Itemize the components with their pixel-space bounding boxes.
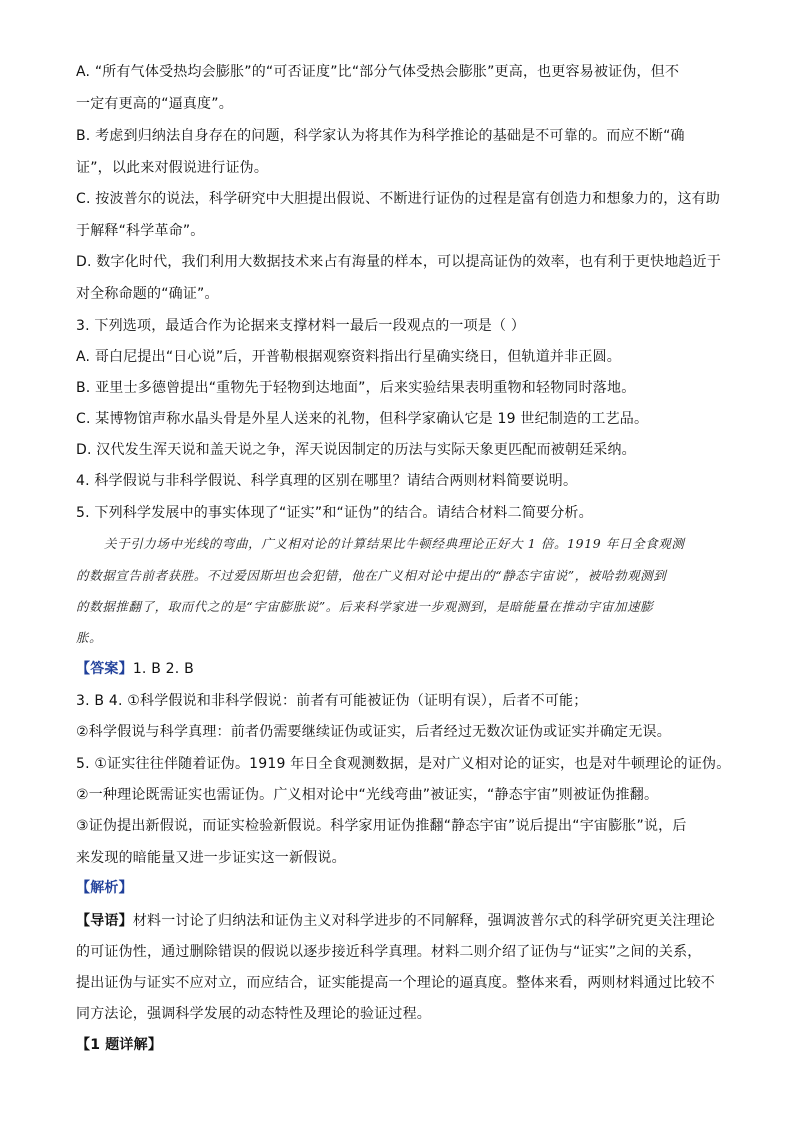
answer-row-6: ③证伪提出新假说，而证实检验新假说。科学家用证伪推翻“静态宇宙”说后提出“宇宙膨胀”说，后: [76, 818, 687, 834]
guide-label: 【导语】: [76, 913, 133, 929]
question-3-stem: 3. 下列选项，最适合作为论据来支撑材料一最后一段观点的一项是（ ）: [76, 318, 526, 334]
detail-label: 【1 题详解】: [76, 1037, 163, 1053]
answer-row-4: 5. ①证实往往伴随着证伪。1919 年日全食观测数据，是对广义相对论的证实，也是对牛顿理论的证伪。: [76, 756, 731, 772]
option-c-line-2: 于解释“科学革命”。: [76, 223, 205, 239]
quote-line-4: 胀。: [76, 630, 103, 645]
guide-text-1: 材料一讨论了归纳法和证伪主义对科学进步的不同解释，强调波普尔式的科学研究更关注理论: [132, 913, 716, 929]
answer-row-5: ②一种理论既需证实也需证伪。广义相对论中“光线弯曲”被证实，“静态宇宙”则被证伪推翻。: [76, 787, 659, 803]
option-a-line-1: A. “所有气体受热均会膨胀”的“可否证度”比“部分气体受热会膨胀”更高，也更容易被证伪，但不: [76, 64, 680, 80]
analysis-label: 【解析】: [76, 880, 133, 896]
answer-label: 【答案】: [76, 661, 133, 677]
option-d-line-1: D. 数字化时代，我们利用大数据技术来占有海量的样本，可以提高证伪的效率，也有利于更快地趋近于: [76, 254, 722, 270]
option-b-line-1: B. 考虑到归纳法自身存在的问题，科学家认为将其作为科学推论的基础是不可靠的。而应不断“确: [76, 128, 685, 144]
guide-row-1: [76, 911, 715, 931]
q3-option-b: B. 亚里士多德曾提出“重物先于轻物到达地面”，后来实验结果表明重物和轻物同时落地。: [76, 380, 636, 396]
q3-option-c: C. 某博物馆声称水晶头骨是外星人送来的礼物，但科学家确认它是 19 世纪制造的工艺品。: [76, 411, 649, 427]
guide-row-4: 同方法论，强调科学发展的动态特性及理论的验证过程。: [76, 1006, 431, 1022]
question-5-stem: 5. 下列科学发展中的事实体现了“证实”和“证伪”的结合。请结合材料二简要分析。: [76, 505, 593, 521]
quote-line-3: 的数据推翻了，取而代之的是“宇宙膨胀说”。后来科学家进一步观测到，是暗能量在推动宇宙加速膨: [76, 599, 654, 614]
guide-row-2: 的可证伪性，通过删除错误的假说以逐步接近科学真理。材料二则介绍了证伪与“证实”之间的关系，: [76, 944, 702, 960]
q3-option-d: D. 汉代发生浑天说和盖天说之争，浑天说因制定的历法与实际天象更匹配而被朝廷采纳。: [76, 442, 636, 458]
option-a-line-2: 一定有更高的“逼真度”。: [76, 96, 233, 112]
q3-option-a: A. 哥白尼提出“日心说”后，开普勒根据观察资料指出行星确实绕日，但轨道并非正圆。: [76, 349, 621, 365]
option-c-line-1: C. 按波普尔的说法，科学研究中大胆提出假说、不断进行证伪的过程是富有创造力和想象力的，这有助: [76, 191, 721, 207]
option-b-line-2: 证”，以此来对假说进行证伪。: [76, 160, 269, 176]
guide-row-3: 提出证伪与证实不应对立，而应结合，证实能提高一个理论的逼真度。整体来看，两则材料通过比较不: [76, 975, 715, 991]
answer-row-1: [76, 659, 194, 679]
quote-line-1: 关于引力场中光线的弯曲，广义相对论的计算结果比牛顿经典理论正好大 1 倍。1919 年日全食观测: [104, 536, 685, 551]
option-d-line-2: 对全称命题的“确证”。: [76, 286, 219, 302]
quote-line-2: 的数据宣告前者获胜。不过爱因斯坦也会犯错，他在广义相对论中提出的“静态宇宙说”，被哈勃观测到: [76, 568, 667, 583]
question-4-stem: 4. 科学假说与非科学假说、科学真理的区别在哪里？请结合两则材料简要说明。: [76, 473, 578, 489]
answer-row-2: 3. B 4. ①科学假说和非科学假说：前者有可能被证伪（证明有误），后者不可能；: [76, 693, 588, 709]
answer-row-3: ②科学假说与科学真理：前者仍需要继续证伪或证实，后者经过无数次证伪或证实并确定无误。: [76, 724, 671, 740]
answer-text-1: 1. B 2. B: [132, 661, 194, 677]
answer-row-7: 来发现的暗能量又进一步证实这一新假说。: [76, 850, 346, 866]
